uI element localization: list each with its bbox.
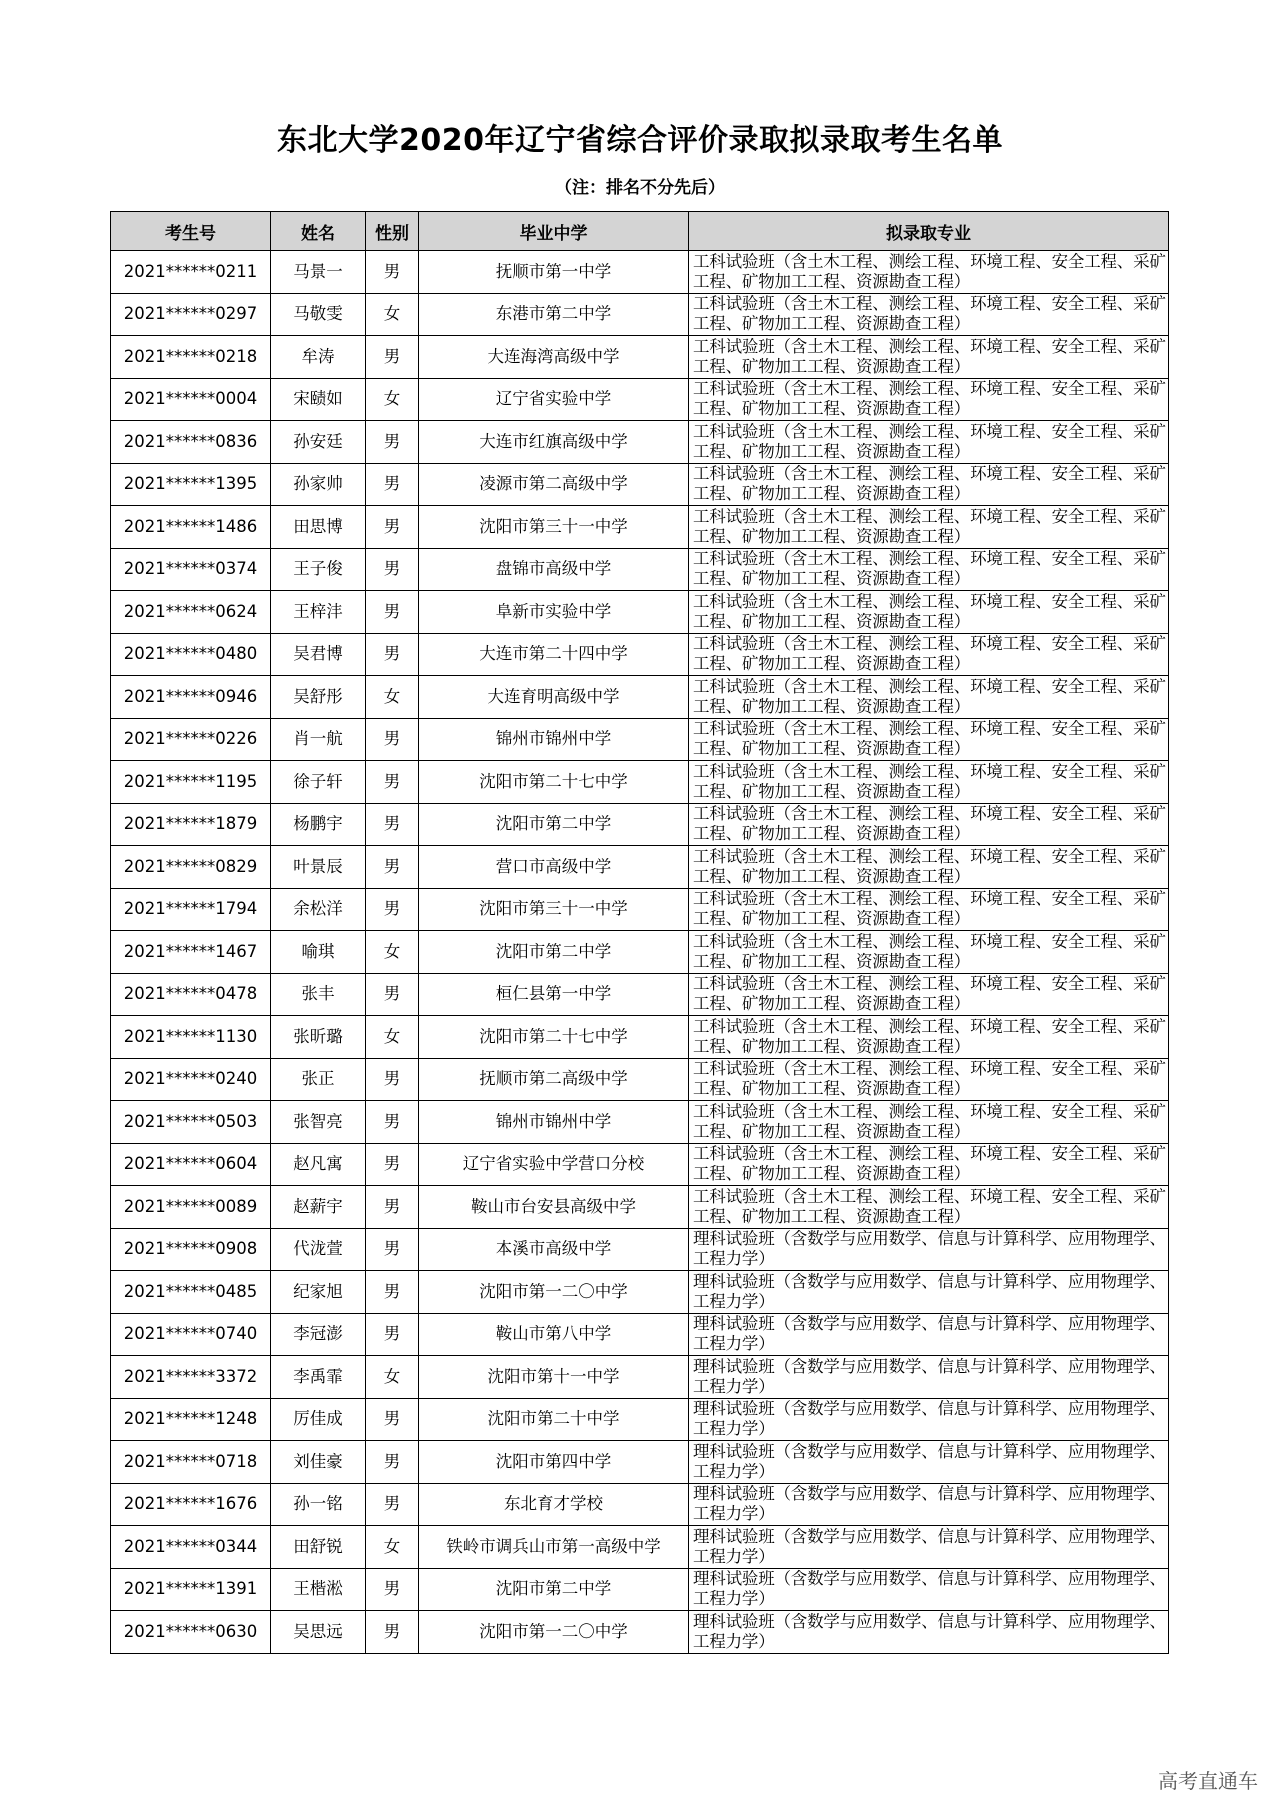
id-cell: 2021******0829: [111, 846, 271, 889]
id-cell: 2021******1195: [111, 761, 271, 804]
major-cell: [689, 548, 1169, 591]
id-cell: 2021******0604: [111, 1143, 271, 1186]
table-row: [111, 421, 1169, 464]
school-cell: 营口市高级中学: [419, 846, 689, 889]
major-text: 理科试验班（含数学与应用数学、信息与计算科学、应用物理学、工程力学）: [693, 1611, 1166, 1651]
major-text: 工科试验班（含土木工程、测绘工程、环境工程、安全工程、采矿工程、矿物加工工程、资源勘查工程）: [693, 974, 1166, 1014]
major-cell: [689, 378, 1169, 421]
id-cell: 2021******0624: [111, 591, 271, 634]
school-cell: 沈阳市第一二〇中学: [419, 1271, 689, 1314]
name-cell: 吴舒彤: [271, 676, 366, 719]
school-cell: 阜新市实验中学: [419, 591, 689, 634]
name-cell: 马敬雯: [271, 293, 366, 336]
id-cell: 2021******0908: [111, 1228, 271, 1271]
name-cell: 吴思远: [271, 1611, 366, 1654]
major-cell: [689, 1058, 1169, 1101]
gender-cell: 男: [366, 506, 419, 549]
table-row: [111, 1058, 1169, 1101]
school-cell: 凌源市第二高级中学: [419, 463, 689, 506]
major-text: 工科试验班（含土木工程、测绘工程、环境工程、安全工程、采矿工程、矿物加工工程、资源勘查工程）: [693, 889, 1166, 929]
id-cell: 2021******0478: [111, 973, 271, 1016]
major-text: 工科试验班（含土木工程、测绘工程、环境工程、安全工程、采矿工程、矿物加工工程、资源勘查工程）: [693, 336, 1166, 376]
major-text: 理科试验班（含数学与应用数学、信息与计算科学、应用物理学、工程力学）: [693, 1441, 1166, 1481]
name-cell: 李冠澎: [271, 1313, 366, 1356]
major-text: 理科试验班（含数学与应用数学、信息与计算科学、应用物理学、工程力学）: [693, 1271, 1166, 1311]
school-cell: 沈阳市第二中学: [419, 803, 689, 846]
major-text: 工科试验班（含土木工程、测绘工程、环境工程、安全工程、采矿工程、矿物加工工程、资源勘查工程）: [693, 1186, 1166, 1226]
name-cell: 李禹霏: [271, 1356, 366, 1399]
major-text: 理科试验班（含数学与应用数学、信息与计算科学、应用物理学、工程力学）: [693, 1399, 1166, 1439]
major-cell: [689, 293, 1169, 336]
name-cell: 牟涛: [271, 336, 366, 379]
school-cell: 锦州市锦州中学: [419, 1101, 689, 1144]
major-text: 工科试验班（含土木工程、测绘工程、环境工程、安全工程、采矿工程、矿物加工工程、资源勘查工程）: [693, 1059, 1166, 1099]
name-cell: 叶景辰: [271, 846, 366, 889]
gender-cell: 男: [366, 1228, 419, 1271]
name-cell: 肖一航: [271, 718, 366, 761]
table-row: [111, 1568, 1169, 1611]
school-cell: 沈阳市第二十中学: [419, 1398, 689, 1441]
major-text: 工科试验班（含土木工程、测绘工程、环境工程、安全工程、采矿工程、矿物加工工程、资源勘查工程）: [693, 421, 1166, 461]
major-text: 理科试验班（含数学与应用数学、信息与计算科学、应用物理学、工程力学）: [693, 1484, 1166, 1524]
gender-cell: 男: [366, 1101, 419, 1144]
id-cell: 2021******3372: [111, 1356, 271, 1399]
gender-cell: 男: [366, 251, 419, 294]
name-cell: 王梓沣: [271, 591, 366, 634]
id-cell: 2021******0218: [111, 336, 271, 379]
major-cell: [689, 1356, 1169, 1399]
major-cell: [689, 1186, 1169, 1229]
id-cell: 2021******0480: [111, 633, 271, 676]
id-cell: 2021******0718: [111, 1441, 271, 1484]
table-row: [111, 1186, 1169, 1229]
major-cell: [689, 1568, 1169, 1611]
gender-cell: 女: [366, 1526, 419, 1569]
name-cell: 纪家旭: [271, 1271, 366, 1314]
table-row: [111, 378, 1169, 421]
gender-cell: 男: [366, 718, 419, 761]
school-cell: 抚顺市第一中学: [419, 251, 689, 294]
major-cell: [689, 1483, 1169, 1526]
gender-cell: 男: [366, 973, 419, 1016]
major-cell: [689, 1143, 1169, 1186]
table-row: [111, 718, 1169, 761]
name-cell: 张正: [271, 1058, 366, 1101]
major-text: 理科试验班（含数学与应用数学、信息与计算科学、应用物理学、工程力学）: [693, 1314, 1166, 1354]
gender-cell: 男: [366, 1483, 419, 1526]
name-cell: 吴君博: [271, 633, 366, 676]
id-cell: 2021******1395: [111, 463, 271, 506]
name-cell: 王子俊: [271, 548, 366, 591]
id-cell: 2021******0297: [111, 293, 271, 336]
major-cell: [689, 463, 1169, 506]
major-cell: [689, 718, 1169, 761]
gender-cell: 男: [366, 888, 419, 931]
id-cell: 2021******0946: [111, 676, 271, 719]
name-cell: 张智亮: [271, 1101, 366, 1144]
table-row: [111, 1398, 1169, 1441]
major-text: 工科试验班（含土木工程、测绘工程、环境工程、安全工程、采矿工程、矿物加工工程、资源勘查工程）: [693, 1101, 1166, 1141]
name-cell: 王楷淞: [271, 1568, 366, 1611]
table-row: [111, 1228, 1169, 1271]
gender-cell: 男: [366, 1186, 419, 1229]
gender-cell: 男: [366, 421, 419, 464]
column-header-gender: 性别: [366, 212, 419, 251]
gender-cell: 男: [366, 1441, 419, 1484]
table-row: [111, 888, 1169, 931]
school-cell: 盘锦市高级中学: [419, 548, 689, 591]
table-row: [111, 548, 1169, 591]
table-row: [111, 1526, 1169, 1569]
id-cell: 2021******0240: [111, 1058, 271, 1101]
column-header-id: 考生号: [111, 212, 271, 251]
school-cell: 锦州市锦州中学: [419, 718, 689, 761]
major-cell: [689, 803, 1169, 846]
gender-cell: 男: [366, 846, 419, 889]
major-cell: [689, 1611, 1169, 1654]
name-cell: 张丰: [271, 973, 366, 1016]
table-row: [111, 336, 1169, 379]
table-row: [111, 676, 1169, 719]
id-cell: 2021******0836: [111, 421, 271, 464]
major-cell: [689, 506, 1169, 549]
gender-cell: 男: [366, 761, 419, 804]
gender-cell: 女: [366, 378, 419, 421]
school-cell: 沈阳市第十一中学: [419, 1356, 689, 1399]
id-cell: 2021******0503: [111, 1101, 271, 1144]
major-text: 工科试验班（含土木工程、测绘工程、环境工程、安全工程、采矿工程、矿物加工工程、资源勘查工程）: [693, 506, 1166, 546]
school-cell: 沈阳市第二中学: [419, 1568, 689, 1611]
name-cell: 孙家帅: [271, 463, 366, 506]
page-title: 东北大学2020年辽宁省综合评价录取拟录取考生名单: [277, 123, 1003, 158]
major-text: 工科试验班（含土木工程、测绘工程、环境工程、安全工程、采矿工程、矿物加工工程、资源勘查工程）: [693, 294, 1166, 334]
id-cell: 2021******1486: [111, 506, 271, 549]
school-cell: 鞍山市台安县高级中学: [419, 1186, 689, 1229]
school-cell: 东北育才学校: [419, 1483, 689, 1526]
table-row: [111, 1101, 1169, 1144]
id-cell: 2021******0226: [111, 718, 271, 761]
school-cell: 大连市第二十四中学: [419, 633, 689, 676]
name-cell: 徐子轩: [271, 761, 366, 804]
gender-cell: 女: [366, 676, 419, 719]
admission-table: [110, 211, 1169, 1654]
gender-cell: 男: [366, 548, 419, 591]
major-text: 理科试验班（含数学与应用数学、信息与计算科学、应用物理学、工程力学）: [693, 1229, 1166, 1269]
table-row: [111, 463, 1169, 506]
name-cell: 喻琪: [271, 931, 366, 974]
id-cell: 2021******0740: [111, 1313, 271, 1356]
major-text: 理科试验班（含数学与应用数学、信息与计算科学、应用物理学、工程力学）: [693, 1569, 1166, 1609]
table-row: [111, 761, 1169, 804]
school-cell: 大连市红旗高级中学: [419, 421, 689, 464]
name-cell: 厉佳成: [271, 1398, 366, 1441]
major-text: 工科试验班（含土木工程、测绘工程、环境工程、安全工程、采矿工程、矿物加工工程、资源勘查工程）: [693, 379, 1166, 419]
table-row: [111, 506, 1169, 549]
major-text: 工科试验班（含土木工程、测绘工程、环境工程、安全工程、采矿工程、矿物加工工程、资源勘查工程）: [693, 634, 1166, 674]
table-row: [111, 1313, 1169, 1356]
name-cell: 杨鹏宇: [271, 803, 366, 846]
school-cell: 沈阳市第二十七中学: [419, 1016, 689, 1059]
gender-cell: 男: [366, 803, 419, 846]
table-row: [111, 803, 1169, 846]
gender-cell: 男: [366, 1143, 419, 1186]
table-row: [111, 931, 1169, 974]
major-cell: [689, 591, 1169, 634]
name-cell: 张昕璐: [271, 1016, 366, 1059]
name-cell: 宋赜如: [271, 378, 366, 421]
gender-cell: 男: [366, 1313, 419, 1356]
id-cell: 2021******1130: [111, 1016, 271, 1059]
major-cell: [689, 1271, 1169, 1314]
school-cell: 沈阳市第二中学: [419, 931, 689, 974]
id-cell: 2021******0344: [111, 1526, 271, 1569]
major-cell: [689, 973, 1169, 1016]
gender-cell: 男: [366, 633, 419, 676]
major-cell: [689, 1101, 1169, 1144]
school-cell: 大连海湾高级中学: [419, 336, 689, 379]
table-row: [111, 633, 1169, 676]
name-cell: 刘佳豪: [271, 1441, 366, 1484]
column-header-major: 拟录取专业: [689, 212, 1169, 251]
name-cell: 孙安廷: [271, 421, 366, 464]
gender-cell: 男: [366, 1058, 419, 1101]
table-row: [111, 846, 1169, 889]
school-cell: 抚顺市第二高级中学: [419, 1058, 689, 1101]
major-text: 工科试验班（含土木工程、测绘工程、环境工程、安全工程、采矿工程、矿物加工工程、资源勘查工程）: [693, 1016, 1166, 1056]
major-cell: [689, 251, 1169, 294]
major-cell: [689, 1016, 1169, 1059]
school-cell: 辽宁省实验中学: [419, 378, 689, 421]
major-text: 理科试验班（含数学与应用数学、信息与计算科学、应用物理学、工程力学）: [693, 1526, 1166, 1566]
major-text: 理科试验班（含数学与应用数学、信息与计算科学、应用物理学、工程力学）: [693, 1356, 1166, 1396]
major-cell: [689, 846, 1169, 889]
major-cell: [689, 336, 1169, 379]
gender-cell: 男: [366, 1398, 419, 1441]
school-cell: 沈阳市第一二〇中学: [419, 1611, 689, 1654]
gender-cell: 男: [366, 1611, 419, 1654]
table-row: [111, 1016, 1169, 1059]
major-text: 工科试验班（含土木工程、测绘工程、环境工程、安全工程、采矿工程、矿物加工工程、资源勘查工程）: [693, 931, 1166, 971]
id-cell: 2021******0630: [111, 1611, 271, 1654]
name-cell: 田思博: [271, 506, 366, 549]
table-row: [111, 591, 1169, 634]
gender-cell: 男: [366, 1271, 419, 1314]
table-row: [111, 1356, 1169, 1399]
major-text: 工科试验班（含土木工程、测绘工程、环境工程、安全工程、采矿工程、矿物加工工程、资源勘查工程）: [693, 804, 1166, 844]
id-cell: 2021******1676: [111, 1483, 271, 1526]
name-cell: 马景一: [271, 251, 366, 294]
gender-cell: 女: [366, 1356, 419, 1399]
major-cell: [689, 676, 1169, 719]
table-row: [111, 1441, 1169, 1484]
table-row: [111, 973, 1169, 1016]
school-cell: 本溪市高级中学: [419, 1228, 689, 1271]
id-cell: 2021******1794: [111, 888, 271, 931]
gender-cell: 男: [366, 1568, 419, 1611]
gender-cell: 男: [366, 463, 419, 506]
school-cell: 桓仁县第一中学: [419, 973, 689, 1016]
major-cell: [689, 1441, 1169, 1484]
major-text: 工科试验班（含土木工程、测绘工程、环境工程、安全工程、采矿工程、矿物加工工程、资源勘查工程）: [693, 761, 1166, 801]
major-text: 工科试验班（含土木工程、测绘工程、环境工程、安全工程、采矿工程、矿物加工工程、资源勘查工程）: [693, 676, 1166, 716]
table-row: [111, 1271, 1169, 1314]
column-header-name: 姓名: [271, 212, 366, 251]
school-cell: 鞍山市第八中学: [419, 1313, 689, 1356]
major-text: 工科试验班（含土木工程、测绘工程、环境工程、安全工程、采矿工程、矿物加工工程、资源勘查工程）: [693, 591, 1166, 631]
school-cell: 沈阳市第四中学: [419, 1441, 689, 1484]
name-cell: 田舒锐: [271, 1526, 366, 1569]
gender-cell: 女: [366, 293, 419, 336]
table-row: [111, 1483, 1169, 1526]
table-body: [111, 251, 1169, 1654]
major-cell: [689, 761, 1169, 804]
major-cell: [689, 1228, 1169, 1271]
name-cell: 代泷萱: [271, 1228, 366, 1271]
id-cell: 2021******0004: [111, 378, 271, 421]
major-text: 工科试验班（含土木工程、测绘工程、环境工程、安全工程、采矿工程、矿物加工工程、资源勘查工程）: [693, 1144, 1166, 1184]
major-cell: [689, 1398, 1169, 1441]
gender-cell: 男: [366, 591, 419, 634]
id-cell: 2021******0089: [111, 1186, 271, 1229]
major-text: 工科试验班（含土木工程、测绘工程、环境工程、安全工程、采矿工程、矿物加工工程、资源勘查工程）: [693, 719, 1166, 759]
table-row: [111, 251, 1169, 294]
school-cell: 大连育明高级中学: [419, 676, 689, 719]
school-cell: 辽宁省实验中学营口分校: [419, 1143, 689, 1186]
school-cell: 沈阳市第三十一中学: [419, 506, 689, 549]
major-text: 工科试验班（含土木工程、测绘工程、环境工程、安全工程、采矿工程、矿物加工工程、资源勘查工程）: [693, 251, 1166, 291]
school-cell: 铁岭市调兵山市第一高级中学: [419, 1526, 689, 1569]
id-cell: 2021******1391: [111, 1568, 271, 1611]
id-cell: 2021******0485: [111, 1271, 271, 1314]
name-cell: 余松洋: [271, 888, 366, 931]
school-cell: 东港市第二中学: [419, 293, 689, 336]
table-row: [111, 293, 1169, 336]
school-cell: 沈阳市第二十七中学: [419, 761, 689, 804]
table-header-row: [111, 212, 1169, 251]
major-text: 工科试验班（含土木工程、测绘工程、环境工程、安全工程、采矿工程、矿物加工工程、资源勘查工程）: [693, 846, 1166, 886]
page-note: （注：排名不分先后）: [555, 178, 725, 198]
gender-cell: 女: [366, 931, 419, 974]
id-cell: 2021******1879: [111, 803, 271, 846]
major-cell: [689, 633, 1169, 676]
major-text: 工科试验班（含土木工程、测绘工程、环境工程、安全工程、采矿工程、矿物加工工程、资源勘查工程）: [693, 464, 1166, 504]
table-row: [111, 1143, 1169, 1186]
name-cell: 赵薪宇: [271, 1186, 366, 1229]
id-cell: 2021******1248: [111, 1398, 271, 1441]
name-cell: 孙一铭: [271, 1483, 366, 1526]
gender-cell: 女: [366, 1016, 419, 1059]
major-cell: [689, 1526, 1169, 1569]
id-cell: 2021******0374: [111, 548, 271, 591]
column-header-school: 毕业中学: [419, 212, 689, 251]
gender-cell: 男: [366, 336, 419, 379]
major-cell: [689, 1313, 1169, 1356]
major-cell: [689, 888, 1169, 931]
watermark: 高考直通车: [1158, 1769, 1258, 1793]
id-cell: 2021******1467: [111, 931, 271, 974]
school-cell: 沈阳市第三十一中学: [419, 888, 689, 931]
id-cell: 2021******0211: [111, 251, 271, 294]
name-cell: 赵凡寓: [271, 1143, 366, 1186]
major-cell: [689, 421, 1169, 464]
major-text: 工科试验班（含土木工程、测绘工程、环境工程、安全工程、采矿工程、矿物加工工程、资源勘查工程）: [693, 549, 1166, 589]
major-cell: [689, 931, 1169, 974]
table-row: [111, 1611, 1169, 1654]
